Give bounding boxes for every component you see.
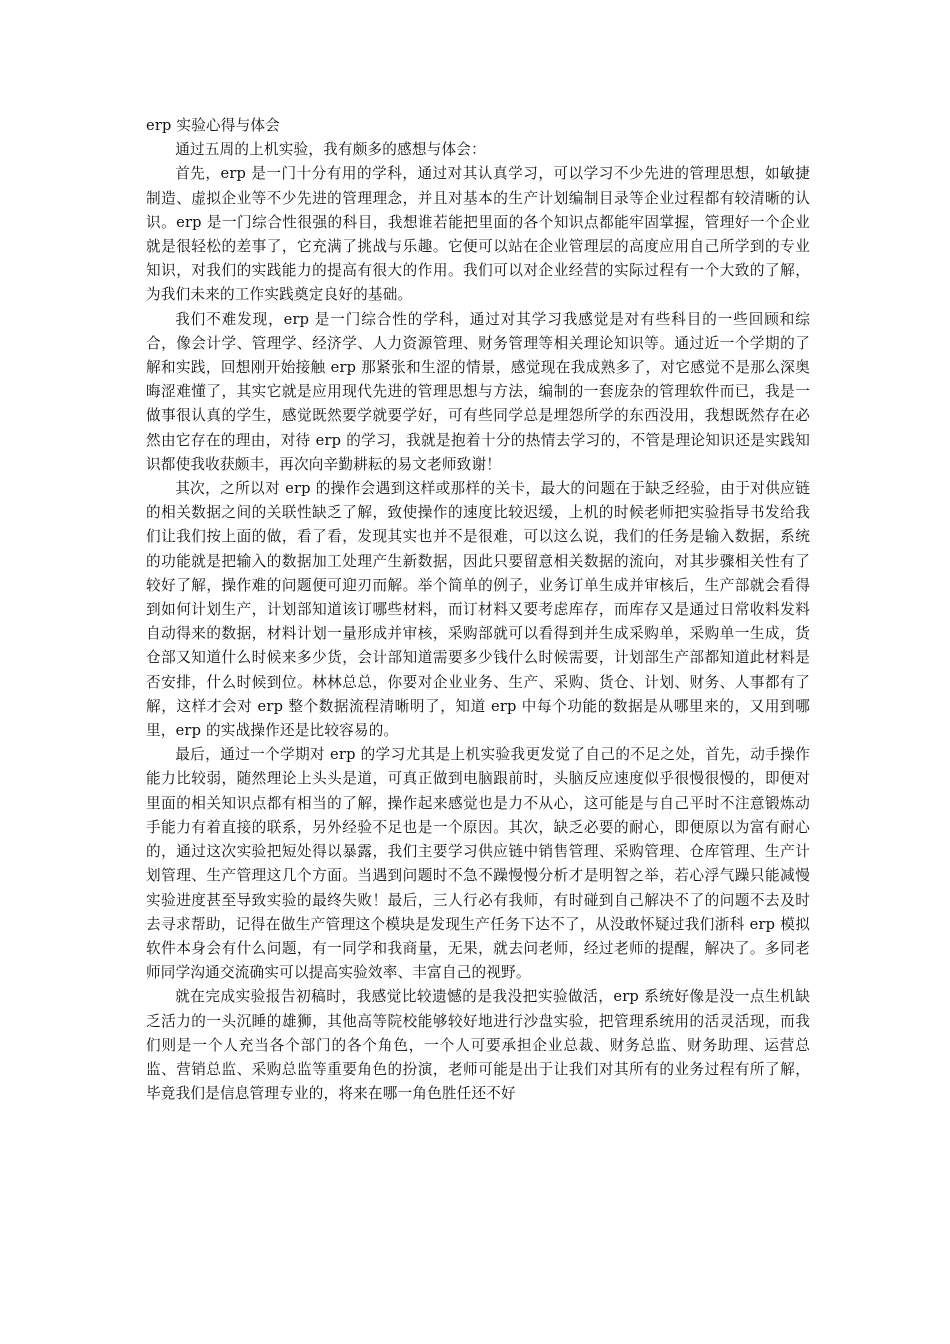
paragraph-first: 首先，erp 是一门十分有用的学科，通过对其认真学习，可以学习不少先进的管理思想，如敏捷制造、虚拟企业等不少先进的管理理念，并且对基本的生产计划编制目录等企业过程都有较清晰的认识。erp 是一门综合性很强的科目，我想谁若能把里面的各个知识点都能牢固掌握，管理好一个企业就是很轻松的差事了，它充满了挑战与乐趣。它便可以站在企业管理层的高度应用自己所学到的专业知识，对我们的实践能力的提高有很大的作用。我们可以对企业经营的实际过程有一个大致的了解，为我们未来的工作实践奠定良好的基础。: [146, 165, 810, 304]
document-page: [146, 114, 810, 1106]
paragraph-intro: 通过五周的上机实验，我有颇多的感想与体会：: [175, 141, 486, 159]
paragraph-discovery: 我们不难发现，erp 是一门综合性的学科，通过对其学习我感觉是对有些科目的一些回顾和综合，像会计学、管理学、经济学、人力资源管理、财务管理等相关理论知识等。通过近一个学期的了解和实践，回想刚开始接触 erp 那紧张和生涩的情景，感觉现在我成熟多了，对它感觉不是那么深奥晦涩难懂了，其实它就是应用现代先进的管理思想与方法，编制的一套庞杂的管理软件而已，我是一做事很认真的学生，感觉既然要学就要学好，可有些同学总是埋怨所学的东西没用，我想既然存在必然由它存在的理由，对待 erp 的学习，我就是抱着十分的热情去学习的，不管是理论知识还是实践知识都使我收获颇丰，再次向辛勤耕耘的易文老师致谢！: [146, 310, 810, 473]
document-title: erp 实验心得与体会: [146, 117, 280, 134]
paragraph-last: 最后，通过一个学期对 erp 的学习尤其是上机实验我更发觉了自己的不足之处，首先，动手操作能力比较弱，随然理论上头头是道，可真正做到电脑跟前时，头脑反应速度似乎很慢很慢的，即便对里面的相关知识点都有相当的了解，操作起来感觉也是力不从心，这可能是与自己平时不注意锻炼动手能力有着直接的联系，另外经验不足也是一个原因。其次，缺乏必要的耐心，即便原以为富有耐心的，通过这次实验把短处得以暴露，我们主要学习供应链中销售管理、采购管理、仓库管理、生产计划管理、生产管理这几个方面。当遇到问题时不急不躁慢慢分析才是明智之举，若心浮气躁只能减慢实验进度甚至导致实验的最终失败！最后，三人行必有我师，有时碰到自己解决不了的问题不去及时去寻求帮助，记得在做生产管理这个模块是发现生产任务下达不了，从没敢怀疑过我们浙科 erp 模拟软件本身会有什么问题，有一同学和我商量，无果，就去问老师，经过老师的提醒，解决了。多同老师同学沟通交流确实可以提高实验效率、丰富自己的视野。: [146, 746, 810, 982]
paragraph-second: 其次，之所以对 erp 的操作会遇到这样或那样的关卡，最大的问题在于缺乏经验，由于对供应链的相关数据之间的关联性缺乏了解，致使操作的速度比较迟缓，上机的时候老师把实验指导书发给我们让我们按上面的做，看了看，发现其实也并不是很难，可以这么说，我们的任务是输入数据，系统的功能就是把输入的数据加工处理产生新数据，因此只要留意相关数据的流向，对其步骤相关性有了较好了解，操作难的问题便可迎刃而解。举个简单的例子，业务订单生成并审核后，生产部就会看得到如何计划生产，计划部知道该订哪些材料，而订材料又要考虑库存，而库存又是通过日常收料发料自动得来的数据，材料计划一量形成并审核，采购部就可以看得到并生成采购单，采购单一生成，货仓部又知道什么时候来多少货，会计部知道需要多少钱什么时候需要，计划部生产部都知道此材料是否安排，什么时候到位。林林总总，你要对企业业务、生产、采购、货仓、计划、财务、人事都有了解，这样才会对 erp 整个数据流程清晰明了，知道 erp 中每个功能的数据是从哪里来的，又用到哪里，erp 的实战操作还是比较容易的。: [146, 480, 810, 740]
paragraph-report: 就在完成实验报告初稿时，我感觉比较遗憾的是我没把实验做活，erp 系统好像是没一点生机缺乏活力的一头沉睡的雄狮，其他高等院校能够较好地进行沙盘实验，把管理系统用的活灵活现，而我们则是一个人充当各个部门的各个角色，一个人可要承担企业总裁、财务总监、财务助理、运营总监、营销总监、采购总监等重要角色的扮演，老师可能是出于让我们对其所有的业务过程有所了解，毕竟我们是信息管理专业的，将来在哪一角色胜任还不好: [146, 988, 810, 1103]
